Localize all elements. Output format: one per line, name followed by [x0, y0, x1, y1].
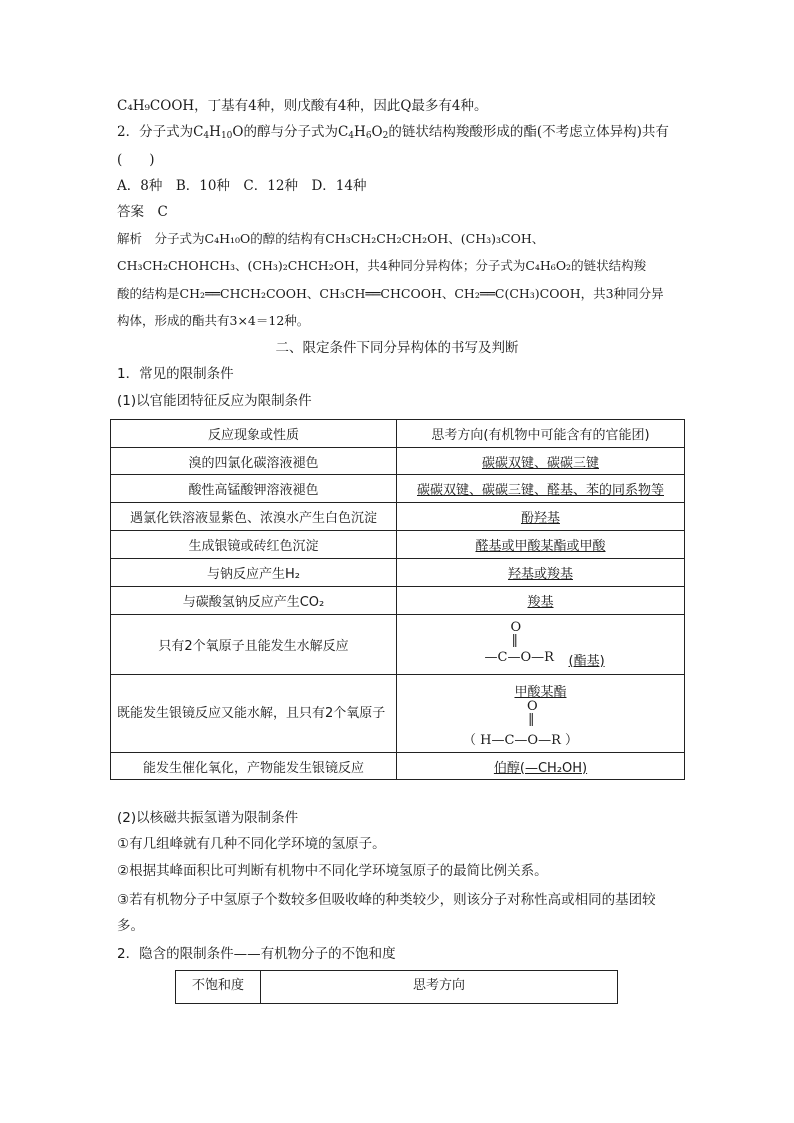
answer-cell: 酚羟基: [397, 503, 685, 531]
table-row: [111, 448, 685, 475]
ester-chain: —C—O—R: [484, 649, 554, 665]
table-header-cell: 反应现象或性质: [111, 420, 397, 448]
table-header-cell: 不饱和度: [176, 971, 261, 1004]
answer-cell: 醛基或甲酸某酯或甲酸: [397, 531, 685, 559]
nmr-point-2: ②根据其峰面积比可判断有机物中不同化学环境氢原子的最简比例关系。: [117, 863, 548, 879]
answer-cell: 碳碳双键、碳碳三键、醛基、苯的同系物等: [397, 475, 685, 503]
analysis-line-2: CH₃CH₂CHOHCH₃、(CH₃)₂CHCH₂OH，共4种同分异构体；分子式为C₄H₆O₂的链状结构羧: [117, 258, 647, 273]
carbonyl-oxygen: O: [527, 698, 538, 714]
formate-title: 甲酸某酯: [514, 684, 567, 700]
nmr-title: (2)以核磁共振氢谱为限制条件: [117, 810, 299, 826]
answer-cell: 伯醇(—CH₂OH): [397, 753, 685, 780]
table-row: [111, 753, 685, 780]
formate-structure-cell: [397, 675, 685, 753]
table-row: [111, 531, 685, 559]
table-row: [111, 503, 685, 531]
analysis-line-3: 酸的结构是CH₂══CHCH₂COOH、CH₃CH══CHCOOH、CH₂══C(CH₃)COOH，共3种同分异: [117, 286, 664, 301]
condition-cell: 生成银镜或砖红色沉淀: [111, 531, 397, 559]
analysis-line-4: 构体，形成的酯共有3×4＝12种。: [117, 313, 310, 328]
unsaturation-table: [175, 970, 618, 1004]
condition-cell: 能发生催化氧化，产物能发生银镜反应: [111, 753, 397, 780]
question-2-options: A．8种 B．10种 C．12种 D．14种: [117, 178, 367, 194]
intro-line: C₄H₉COOH，丁基有4种，则戊酸有4种，因此Q最多有4种。: [117, 98, 488, 114]
double-bond: ‖: [511, 632, 518, 648]
nmr-point-3-cont: 多。: [117, 918, 144, 934]
formate-chain: （ H—C—O—R ）: [463, 732, 578, 748]
table-header-cell: 思考方向: [261, 971, 618, 1004]
subsection-title: 1．常见的限制条件: [117, 366, 234, 382]
table-header-row: [111, 420, 685, 448]
ester-structure-cell: [397, 615, 685, 675]
analysis-line-1: 解析 分子式为C₄H₁₀O的醇的结构有CH₃CH₂CH₂CH₂OH、(CH₃)₃COH、: [117, 231, 545, 246]
condition-cell: 溴的四氯化碳溶液褪色: [111, 448, 397, 475]
subsection-1-title: (1)以官能团特征反应为限制条件: [117, 393, 312, 409]
answer-cell: 羧基: [397, 587, 685, 615]
nmr-point-3: ③若有机物分子中氢原子个数较多但吸收峰的种类较少，则该分子对称性高或相同的基团较: [117, 892, 656, 908]
table-row: [111, 559, 685, 587]
functional-group-table: [110, 419, 685, 780]
table-row: [111, 675, 685, 753]
condition-cell: 既能发生银镜反应又能水解，且只有2个氧原子: [111, 675, 397, 753]
condition-cell: 与碳酸氢钠反应产生CO₂: [111, 587, 397, 615]
table-row: [111, 475, 685, 503]
answer-cell: 碳碳双键、碳碳三键: [397, 448, 685, 475]
condition-cell: 与钠反应产生H₂: [111, 559, 397, 587]
question-2-stem: 2．分子式为$C_4H_{10}O$的醇与分子式为$C_4H_6O_2$的链状结构羧酸形成的酯(不考虑立体异构)共有: [117, 124, 669, 141]
table-header-cell: 思考方向(有机物中可能含有的官能团): [397, 420, 685, 448]
table-row: [111, 615, 685, 675]
condition-cell: 遇氯化铁溶液显紫色、浓溴水产生白色沉淀: [111, 503, 397, 531]
table-header-row: [176, 971, 618, 1004]
formate-structure: [451, 699, 651, 749]
condition-cell: 酸性高锰酸钾溶液褪色: [111, 475, 397, 503]
condition-cell: 只有2个氧原子且能发生水解反应: [111, 615, 397, 675]
ester-label: (酯基): [568, 653, 605, 669]
ester-structure: [441, 620, 641, 670]
nmr-point-1: ①有几组峰就有几种不同化学环境的氢原子。: [117, 836, 386, 852]
table-row: [111, 587, 685, 615]
question-2-paren: ( ): [117, 152, 155, 168]
carbonyl-oxygen: O: [510, 619, 522, 635]
double-bond: ‖: [528, 711, 535, 727]
section-title: 二、限定条件下同分异构体的书写及判断: [275, 340, 519, 356]
answer-cell: 羟基或羧基: [397, 559, 685, 587]
answer: 答案 C: [117, 204, 168, 220]
subsection-2-title: 2．隐含的限制条件——有机物分子的不饱和度: [117, 946, 396, 962]
